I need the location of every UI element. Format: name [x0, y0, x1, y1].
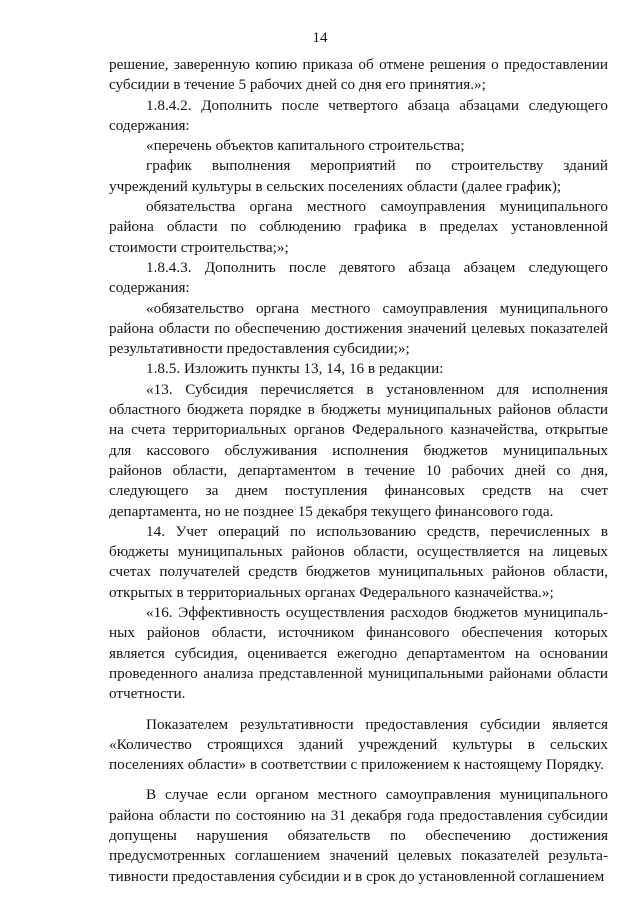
paragraph: 1.8.4.3. Дополнить после девятого абзаца абзацем следующего содержания: — [109, 258, 608, 297]
paragraph: 1.8.4.2. Дополнить после четвертого абзаца абзацами следующего содержания: — [109, 96, 608, 134]
document-body — [109, 55, 608, 887]
paragraph: «обязательство органа местного самоуправления муниципального района области по обеспечению достижения значений целевых показателей результативности предоставления субсидии;»; — [109, 299, 608, 358]
paragraph: решение, заверенную копию приказа об отмене решения о предоставлении субсидии в течение 5 рабочих дней со дня его принятия.»; — [109, 56, 608, 94]
paragraph: «16. Эффективность осуществления расходов бюджетов муниципальных районов области, источником финансового обеспечения которых является субсидия, оценивается ежегодно департаментом на основании проведенного анализа представленной муниципальными районами области отчетности. — [109, 604, 608, 703]
paragraph: 1.8.5. Изложить пункты 13, 14, 16 в редакции: — [146, 360, 444, 378]
paragraph: обязательства органа местного самоуправления муниципального района области по соблюдению графика в пределах установленной стоимости строительства;»; — [109, 198, 608, 256]
paragraph: «перечень объектов капитального строительства; — [146, 137, 465, 155]
paragraph: Показателем результативности предоставления субсидии является «Количество строящихся зданий учреждений культуры в сельских поселениях области» в соответствии с приложением к настоящему Порядку. — [109, 715, 608, 774]
paragraph: 14. Учет операций по использованию средств, перечисленных в бюджеты муниципальных районов области, осуществляется на лицевых счетах получателей средств бюджетов муниципальных районов области, открытых в территориальных органах Федерального казначейства.»; — [109, 522, 608, 601]
paragraph: В случае если органом местного самоуправления муниципального района области по состоянию на 31 декабря года предоставления субсидии допущены нарушения обязательств по обеспечению достижения предусмотренных соглашением значений целевых показателей результативности предоставления субсидии и в срок до установленной соглашением — [109, 786, 608, 885]
paragraph: «13. Субсидия перечисляется в установленном для исполнения областного бюджета порядке в бюджеты муниципальных районов области на счета территориальных органов Федерального казначейства, открытые для кассового обслуживания исполнения бюджетов муниципальных районов области, департаментом в течение 10 рабочих дней со дня, следующего за днем поступления финансовых средств на счет департамента, но не позднее 15 декабря текущего финансового года. — [109, 380, 608, 520]
page-number: 14 — [312, 30, 328, 46]
paragraph: график выполнения мероприятий по строительству зданий учреждений культуры в сельских поселениях области (далее график); — [109, 157, 608, 195]
